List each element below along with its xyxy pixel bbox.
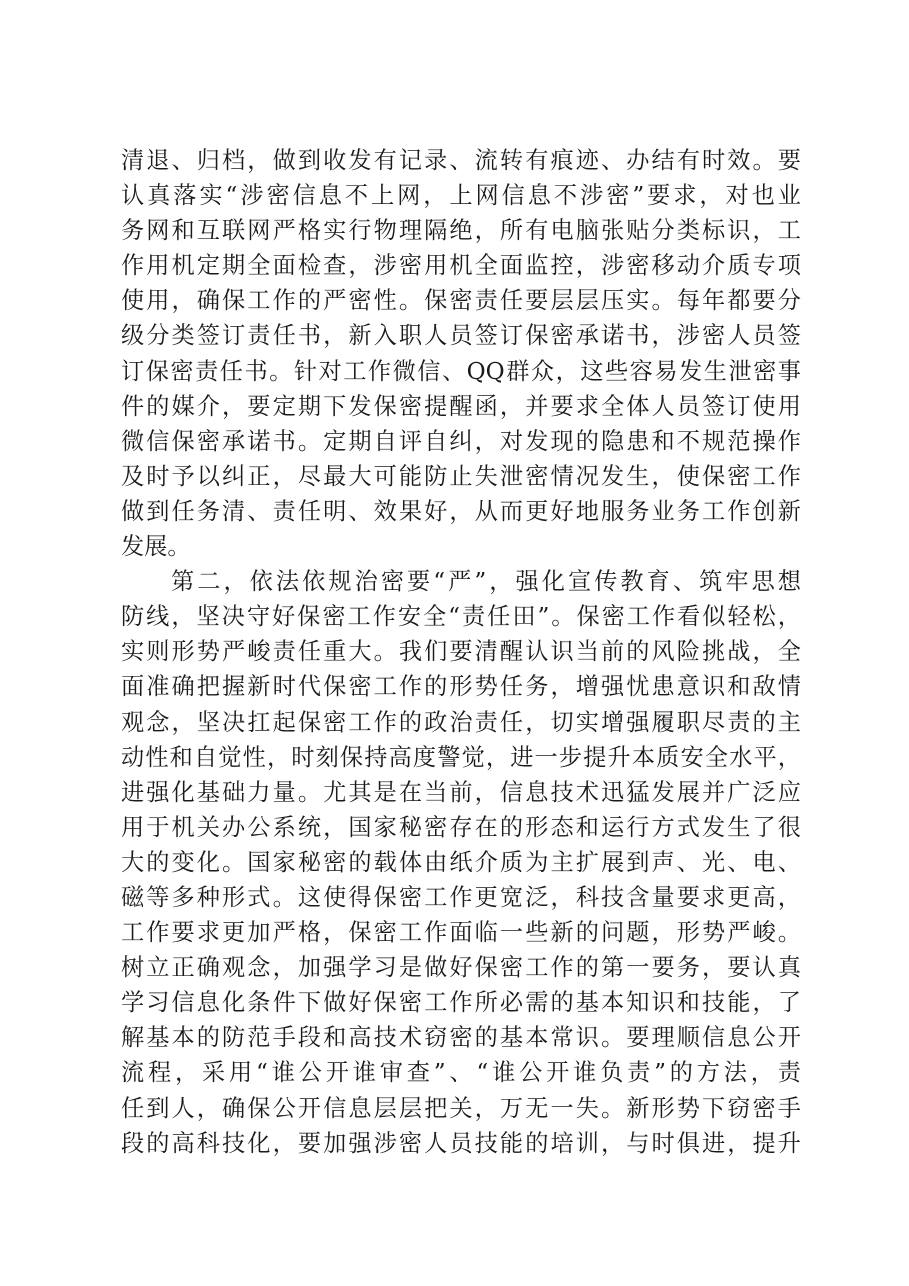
text-line: 订保密责任书。针对工作微信、QQ群众，这些容易发生泄密事 [121,357,801,385]
text-line: 件的媒介，要定期下发保密提醒函，并要求全体人员签订使用 [121,392,801,420]
text-line: 面准确把握新时代保密工作的形势任务，增强忧患意识和敌情 [121,673,801,701]
paragraph-2 [121,564,801,1161]
text-line: 使用，确保工作的严密性。保密责任要层层压实。每年都要分 [121,287,801,315]
text-line: 动性和自觉性，时刻保持高度警觉，进一步提升本质安全水平， [121,743,801,771]
text-line: 解基本的防范手段和高技术窃密的基本常识。要理顺信息公开 [121,1024,801,1052]
text-line: 磁等多种形式。这使得保密工作更宽泛，科技含量要求更高， [121,883,801,911]
text-line: 第二，依法依规治密要“严”，强化宣传教育、筑牢思想 [171,568,801,596]
text-line: 进强化基础力量。尤其是在当前，信息技术迅猛发展并广泛应 [121,778,801,806]
text-line: 及时予以纠正，尽最大可能防止失泄密情况发生，使保密工作 [121,462,801,490]
text-line: 工作要求更加严格，保密工作面临一些新的问题，形势严峻。 [121,919,801,947]
text-line: 级分类签订责任书，新入职人员签订保密承诺书，涉密人员签 [121,322,801,350]
text-line: 清退、归档，做到收发有记录、流转有痕迹、办结有时效。要 [121,147,801,174]
text-line: 防线，坚决守好保密工作安全“责任田”。保密工作看似轻松， [121,603,801,631]
text-line: 树立正确观念，加强学习是做好保密工作的第一要务，要认真 [121,954,801,982]
paragraph-1 [121,143,801,564]
text-line: 任到人，确保公开信息层层把关，万无一失。新形势下窃密手 [121,1094,801,1122]
text-line: 务网和互联网严格实行物理隔绝，所有电脑张贴分类标识，工 [121,217,801,245]
text-line: 流程，采用“谁公开谁审查”、“谁公开谁负责”的方法，责 [121,1059,801,1087]
text-line: 认真落实“涉密信息不上网，上网信息不涉密”要求，对也业 [121,182,801,210]
text-line: 用于机关办公系统，国家秘密存在的形态和运行方式发生了很 [121,813,801,841]
text-line: 发展。 [121,533,191,561]
document-body [121,143,801,1161]
text-line: 作用机定期全面检查，涉密用机全面监控，涉密移动介质专项 [121,252,801,280]
text-line: 做到任务清、责任明、效果好，从而更好地服务业务工作创新 [121,497,801,525]
text-line: 大的变化。国家秘密的载体由纸介质为主扩展到声、光、电、 [121,848,801,876]
text-line: 实则形势严峻责任重大。我们要清醒认识当前的风险挑战，全 [121,638,801,666]
text-line: 学习信息化条件下做好保密工作所必需的基本知识和技能，了 [121,989,801,1017]
text-line: 观念，坚决扛起保密工作的政治责任，切实增强履职尽责的主 [121,708,801,736]
text-line: 微信保密承诺书。定期自评自纠，对发现的隐患和不规范操作 [121,427,801,455]
text-line: 段的高科技化，要加强涉密人员技能的培训，与时俱进，提升 [121,1129,801,1157]
